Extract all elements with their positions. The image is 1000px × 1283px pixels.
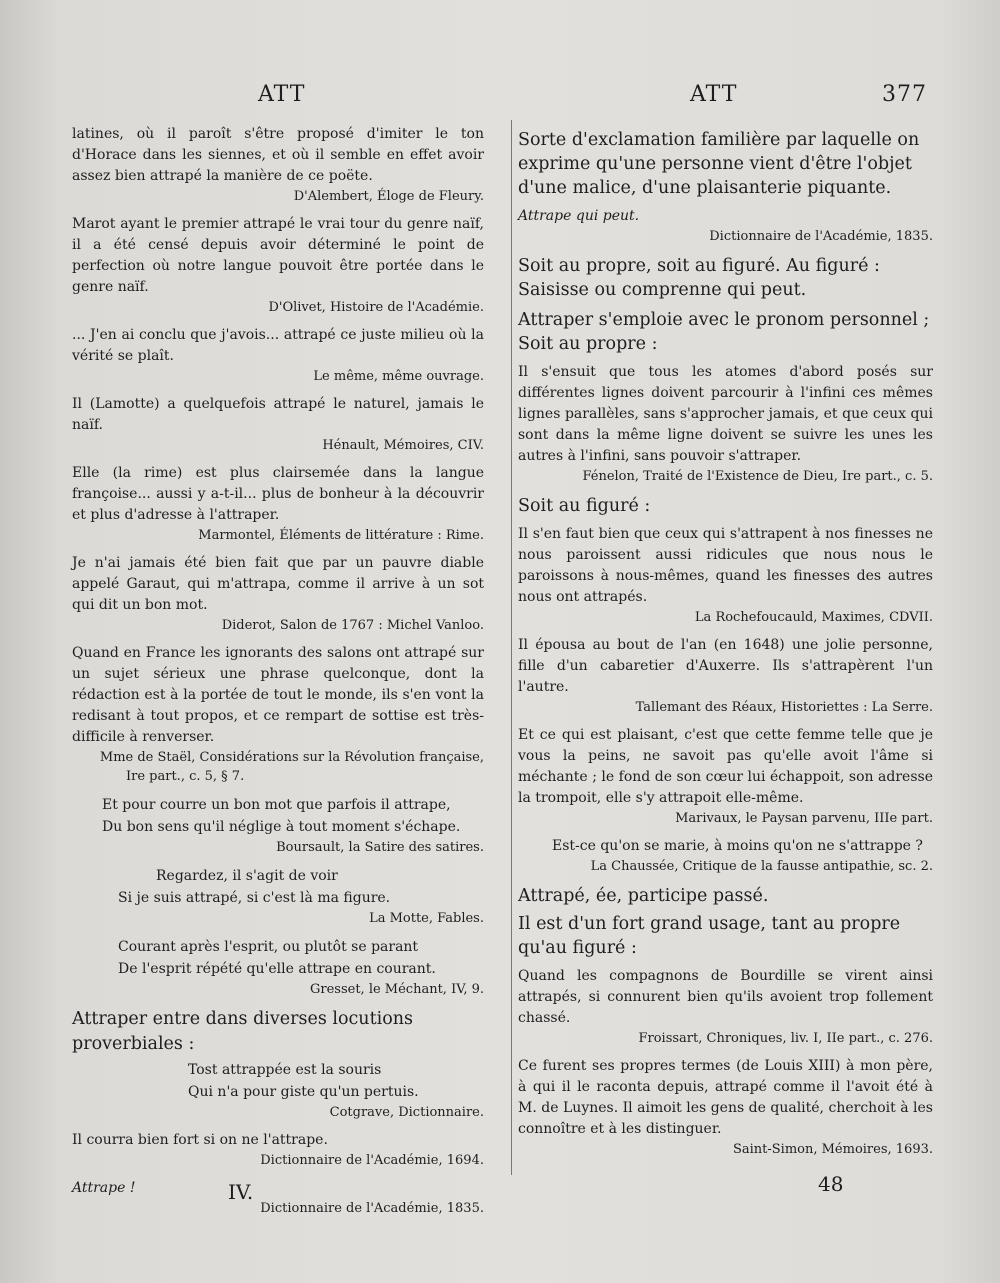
citation: La Chaussée, Critique de la fausse antipathie, sc. 2. <box>590 859 933 874</box>
running-head-right: ATT <box>690 82 738 107</box>
quote: Il s'en faut bien que ceux qui s'attrapent à nos finesses ne nous paroissent aussi ridicules que nous nous le paroissons à nous-mêmes, quand les finesses des autres nous ont attrapés. <box>518 526 933 605</box>
verse-line: Qui n'a pour giste qu'un pertuis. <box>188 1084 419 1100</box>
signature-mark: 48 <box>818 1172 844 1196</box>
quote: Marot ayant le premier attrapé le vrai tour du genre naïf, il a été censé depuis avoir déterminé le point de perfection où notre langue pouvoit être portée dans le genre naïf. <box>72 216 484 295</box>
citation: D'Alembert, Éloge de Fleury. <box>293 189 484 204</box>
quote: Il courra bien fort si on ne l'attrape. <box>72 1132 328 1148</box>
section-heading: Attraper entre dans diverses locutions proverbiales : <box>72 1009 413 1054</box>
citation: Dictionnaire de l'Académie, 1835. <box>260 1201 484 1216</box>
section-heading: Il est d'un fort grand usage, tant au propre qu'au figuré : <box>518 914 901 958</box>
quote: Il (Lamotte) a quelquefois attrapé le naturel, jamais le naïf. <box>72 396 484 433</box>
citation: Le même, même ouvrage. <box>313 369 484 384</box>
quote: ... J'en ai conclu que j'avois... attrapé ce juste milieu où la vérité se plaît. <box>72 327 484 364</box>
citation: Fénelon, Traité de l'Existence de Dieu, Ire part., c. 5. <box>582 469 933 484</box>
citation: Ire part., c. 5, § 7. <box>126 769 245 784</box>
quote: Je n'ai jamais été bien fait que par un pauvre diable appelé Garaut, qui m'attrapa, comme il arrive à un sot qui dit un bon mot. <box>72 555 484 613</box>
quote: Attrape ! <box>72 1180 136 1196</box>
quote: Quand les compagnons de Bourdille se virent ainsi attrapés, si connurent bien qu'ils avoient trop follement chassé. <box>518 968 933 1026</box>
verse-line: Si je suis attrapé, si c'est là ma figure. <box>118 890 391 906</box>
citation: Mme de Staël, Considérations sur la Révolution française, <box>99 750 484 765</box>
citation: La Motte, Fables. <box>369 911 484 926</box>
section-heading: Soit au figuré : <box>518 496 651 516</box>
citation: Tallemant des Réaux, Historiettes : La Serre. <box>635 700 933 715</box>
citation: Saint-Simon, Mémoires, 1693. <box>732 1142 933 1157</box>
verse-line: Et pour courre un bon mot que parfois il attrape, <box>102 797 451 813</box>
quote: Attrape qui peut. <box>518 208 640 224</box>
running-head-left: ATT <box>258 82 306 107</box>
citation: Cotgrave, Dictionnaire. <box>329 1105 484 1120</box>
quote: Il épousa au bout de l'an (en 1648) une jolie personne, fille d'un cabaretier d'Auxerre. Ils s'attrapèrent l'un l'autre. <box>518 637 933 695</box>
quote: Ce furent ses propres termes (de Louis XIII) à mon père, à qui il le raconta depuis, attrapé comme il l'avoit été à M. de Luynes. Il aimoit les gens de qualité, cherchoit à les connoître et à les distinguer. <box>518 1058 933 1137</box>
citation: Hénault, Mémoires, CIV. <box>322 438 484 453</box>
citation: Dictionnaire de l'Académie, 1835. <box>709 229 933 244</box>
column-divider <box>511 120 512 1175</box>
verse-line: Regardez, il s'agit de voir <box>156 868 338 884</box>
verse-line: Courant après l'esprit, ou plutôt se parant <box>118 939 419 955</box>
quote: Quand en France les ignorants des salons ont attrapé sur un sujet sérieux une phrase quelconque, dont la rédaction est à la portée de tout le monde, ils s'en vont la redisant à tout propos, et ce rempart de sottise est très-difficile à renverser. <box>72 645 484 745</box>
quote: latines, où il paroît s'être proposé d'imiter le ton d'Horace dans les siennes, et où il semble en effet avoir assez bien attrapé la manière de ce poëte. <box>72 126 484 184</box>
quote: Il s'ensuit que tous les atomes d'abord posés sur différentes lignes doivent parcourir à l'infini ces mêmes lignes parallèles, sans s'approcher jamais, et que ceux qui sont dans la même ligne doivent se suivre les unes les autres à l'infini, sans pouvoir s'attraper. <box>518 364 933 464</box>
citation: Boursault, la Satire des satires. <box>276 840 484 855</box>
section-heading: Sorte d'exclamation familière par laquelle on exprime qu'une personne vient d'être l'objet d'une malice, d'une plaisanterie piquante. <box>518 130 920 198</box>
citation: La Rochefoucauld, Maximes, CDVII. <box>694 610 933 625</box>
section-heading: Attraper s'emploie avec le pronom personnel ; Soit au propre : <box>518 310 930 354</box>
citation: Diderot, Salon de 1767 : Michel Vanloo. <box>221 618 484 633</box>
citation: Marmontel, Éléments de littérature : Rime. <box>198 528 484 543</box>
quote: Et ce qui est plaisant, c'est que cette femme telle que je vous la peins, ne savoit pas qu'elle avoit l'âme si méchante ; le fond de son cœur lui échappoit, son adresse la trompoit, elle s'y attrapoit elle-même. <box>518 727 933 806</box>
section-heading: Soit au propre, soit au figuré. Au figuré : Saisisse ou comprenne qui peut. <box>518 256 880 300</box>
section-heading: Attrapé, ée, participe passé. <box>518 886 769 906</box>
citation: Marivaux, le Paysan parvenu, IIIe part. <box>675 811 933 826</box>
citation: Gresset, le Méchant, IV, 9. <box>310 982 484 997</box>
verse-line: Tost attrappée est la souris <box>188 1062 382 1078</box>
citation: Dictionnaire de l'Académie, 1694. <box>260 1153 484 1168</box>
citation: Froissart, Chroniques, liv. I, IIe part., c. 276. <box>638 1031 933 1046</box>
citation: D'Olivet, Histoire de l'Académie. <box>268 300 484 315</box>
verse-line: Du bon sens qu'il néglige à tout moment s'échape. <box>102 819 461 835</box>
quote: Est-ce qu'on se marie, à moins qu'on ne s'attrappe ? <box>552 838 923 854</box>
verse-line: De l'esprit répété qu'elle attrape en courant. <box>118 961 436 977</box>
right-column <box>518 124 933 1167</box>
quote: Elle (la rime) est plus clairsemée dans la langue françoise... aussi y a-t-il... plus de bonheur à la découvrir et plus d'adresse à l'attraper. <box>72 465 484 523</box>
left-column <box>72 124 484 1226</box>
page-number: 377 <box>882 82 927 107</box>
volume-mark: IV. <box>228 1180 254 1204</box>
